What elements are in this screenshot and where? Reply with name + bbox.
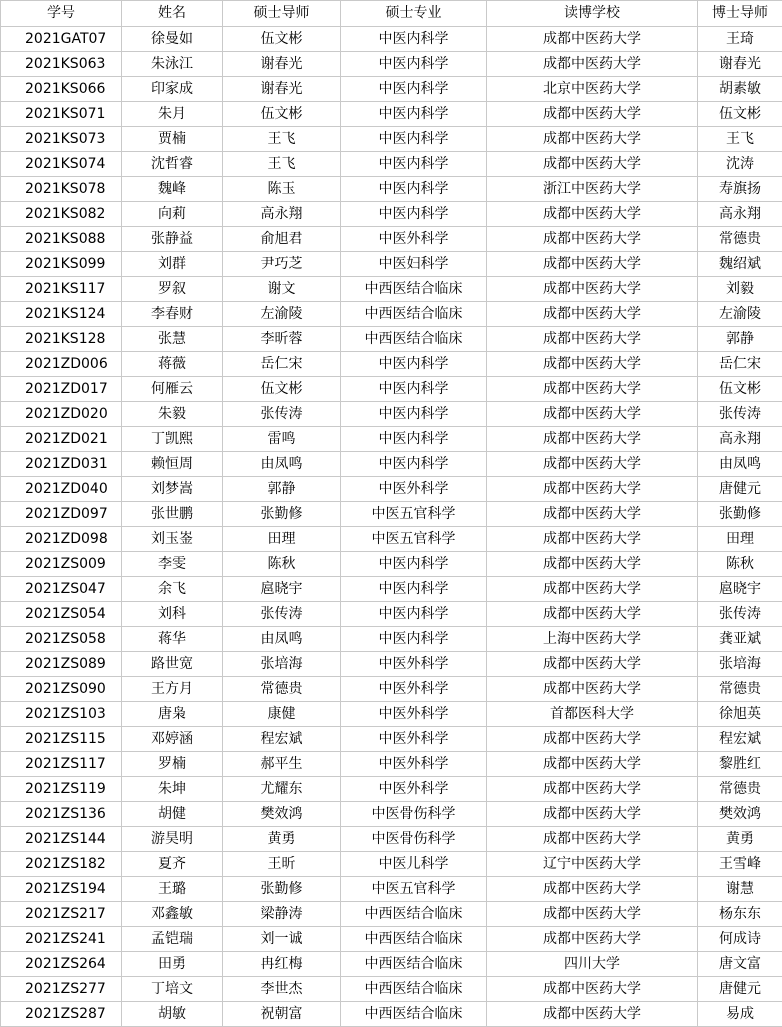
cell-master-advisor[interactable]: 郝平生 xyxy=(223,752,341,777)
cell-phd-school[interactable]: 成都中医药大学 xyxy=(487,502,698,527)
cell-master-major[interactable]: 中西医结合临床 xyxy=(341,302,487,327)
cell-phd-advisor[interactable]: 徐旭英 xyxy=(698,702,782,727)
cell-name[interactable]: 罗楠 xyxy=(122,752,223,777)
cell-phd-advisor[interactable]: 唐健元 xyxy=(698,977,782,1002)
cell-phd-school[interactable]: 成都中医药大学 xyxy=(487,127,698,152)
cell-phd-advisor[interactable]: 张传涛 xyxy=(698,602,782,627)
cell-master-major[interactable]: 中医内科学 xyxy=(341,102,487,127)
cell-master-advisor[interactable]: 张培海 xyxy=(223,652,341,677)
cell-master-major[interactable]: 中医外科学 xyxy=(341,477,487,502)
cell-phd-school[interactable]: 成都中医药大学 xyxy=(487,802,698,827)
cell-master-major[interactable]: 中医外科学 xyxy=(341,777,487,802)
cell-master-major[interactable]: 中西医结合临床 xyxy=(341,977,487,1002)
cell-student-id[interactable]: 2021ZD040 xyxy=(1,477,122,502)
cell-student-id[interactable]: 2021ZS264 xyxy=(1,952,122,977)
table-row xyxy=(1,827,782,852)
header-row xyxy=(1,1,782,27)
header-name: 姓名 xyxy=(122,1,223,27)
cell-master-major[interactable]: 中西医结合临床 xyxy=(341,927,487,952)
table-row xyxy=(1,502,782,527)
cell-master-major[interactable]: 中医内科学 xyxy=(341,602,487,627)
cell-name[interactable]: 孟铠瑞 xyxy=(122,927,223,952)
cell-master-major[interactable]: 中医内科学 xyxy=(341,627,487,652)
cell-master-major[interactable]: 中医内科学 xyxy=(341,452,487,477)
cell-master-major[interactable]: 中西医结合临床 xyxy=(341,277,487,302)
cell-master-advisor[interactable]: 伍文彬 xyxy=(223,377,341,402)
cell-master-major[interactable]: 中医内科学 xyxy=(341,552,487,577)
cell-student-id[interactable]: 2021KS117 xyxy=(1,277,122,302)
table-row xyxy=(1,727,782,752)
cell-phd-school[interactable]: 成都中医药大学 xyxy=(487,877,698,902)
cell-student-id[interactable]: 2021KS074 xyxy=(1,152,122,177)
cell-master-advisor[interactable]: 谢春光 xyxy=(223,52,341,77)
cell-student-id[interactable]: 2021GAT07 xyxy=(1,27,122,52)
cell-phd-advisor[interactable]: 唐文富 xyxy=(698,952,782,977)
table-row xyxy=(1,377,782,402)
table-row xyxy=(1,652,782,677)
cell-student-id[interactable]: 2021KS088 xyxy=(1,227,122,252)
cell-name[interactable]: 贾楠 xyxy=(122,127,223,152)
cell-phd-advisor[interactable]: 田理 xyxy=(698,527,782,552)
header-master-advisor: 硕士导师 xyxy=(223,1,341,27)
cell-name[interactable]: 邓鑫敏 xyxy=(122,902,223,927)
cell-master-major[interactable]: 中西医结合临床 xyxy=(341,952,487,977)
cell-student-id[interactable]: 2021KS078 xyxy=(1,177,122,202)
cell-phd-advisor[interactable]: 黎胜红 xyxy=(698,752,782,777)
table-row xyxy=(1,252,782,277)
table-row xyxy=(1,452,782,477)
cell-name[interactable]: 何雁云 xyxy=(122,377,223,402)
cell-phd-advisor[interactable]: 岳仁宋 xyxy=(698,352,782,377)
cell-name[interactable]: 朱月 xyxy=(122,102,223,127)
cell-master-major[interactable]: 中医内科学 xyxy=(341,377,487,402)
cell-phd-advisor[interactable]: 谢慧 xyxy=(698,877,782,902)
cell-master-major[interactable]: 中医内科学 xyxy=(341,352,487,377)
header-student-id: 学号 xyxy=(1,1,122,27)
cell-phd-school[interactable]: 成都中医药大学 xyxy=(487,577,698,602)
table-row xyxy=(1,77,782,102)
header-phd-advisor: 博士导师 xyxy=(698,1,782,27)
cell-master-major[interactable]: 中医外科学 xyxy=(341,702,487,727)
cell-master-advisor[interactable]: 谢文 xyxy=(223,277,341,302)
table-row xyxy=(1,752,782,777)
cell-name[interactable]: 朱坤 xyxy=(122,777,223,802)
cell-student-id[interactable]: 2021ZS287 xyxy=(1,1002,122,1027)
cell-phd-advisor[interactable]: 刘毅 xyxy=(698,277,782,302)
cell-master-advisor[interactable]: 谢春光 xyxy=(223,77,341,102)
cell-phd-school[interactable]: 成都中医药大学 xyxy=(487,527,698,552)
cell-student-id[interactable]: 2021ZS089 xyxy=(1,652,122,677)
cell-master-major[interactable]: 中医内科学 xyxy=(341,427,487,452)
cell-student-id[interactable]: 2021KS066 xyxy=(1,77,122,102)
cell-phd-school[interactable]: 成都中医药大学 xyxy=(487,727,698,752)
cell-student-id[interactable]: 2021ZS103 xyxy=(1,702,122,727)
cell-master-major[interactable]: 中医内科学 xyxy=(341,127,487,152)
cell-phd-advisor[interactable]: 王雪峰 xyxy=(698,852,782,877)
cell-phd-advisor[interactable]: 张传涛 xyxy=(698,402,782,427)
header-phd-school: 读博学校 xyxy=(487,1,698,27)
table-row xyxy=(1,902,782,927)
cell-phd-advisor[interactable]: 樊效鸿 xyxy=(698,802,782,827)
cell-phd-advisor[interactable]: 唐健元 xyxy=(698,477,782,502)
cell-student-id[interactable]: 2021ZS277 xyxy=(1,977,122,1002)
cell-phd-advisor[interactable]: 张勤修 xyxy=(698,502,782,527)
cell-phd-school[interactable]: 成都中医药大学 xyxy=(487,902,698,927)
cell-phd-advisor[interactable]: 伍文彬 xyxy=(698,377,782,402)
cell-student-id[interactable]: 2021KS073 xyxy=(1,127,122,152)
cell-student-id[interactable]: 2021ZS144 xyxy=(1,827,122,852)
cell-name[interactable]: 丁培文 xyxy=(122,977,223,1002)
cell-master-major[interactable]: 中医五官科学 xyxy=(341,877,487,902)
cell-phd-school[interactable]: 成都中医药大学 xyxy=(487,602,698,627)
cell-name[interactable]: 赖恒周 xyxy=(122,452,223,477)
cell-phd-school[interactable]: 成都中医药大学 xyxy=(487,27,698,52)
cell-master-advisor[interactable]: 陈玉 xyxy=(223,177,341,202)
cell-master-advisor[interactable]: 张传涛 xyxy=(223,402,341,427)
table-row xyxy=(1,852,782,877)
table-row xyxy=(1,102,782,127)
cell-master-major[interactable]: 中医骨伤科学 xyxy=(341,827,487,852)
cell-student-id[interactable]: 2021ZS182 xyxy=(1,852,122,877)
cell-name[interactable]: 沈哲睿 xyxy=(122,152,223,177)
header-master-major: 硕士专业 xyxy=(341,1,487,27)
cell-student-id[interactable]: 2021ZS217 xyxy=(1,902,122,927)
cell-master-advisor[interactable]: 岳仁宋 xyxy=(223,352,341,377)
cell-student-id[interactable]: 2021ZD021 xyxy=(1,427,122,452)
cell-master-advisor[interactable]: 梁静涛 xyxy=(223,902,341,927)
cell-master-advisor[interactable]: 李世杰 xyxy=(223,977,341,1002)
cell-phd-advisor[interactable]: 王飞 xyxy=(698,127,782,152)
cell-master-major[interactable]: 中医儿科学 xyxy=(341,852,487,877)
cell-phd-school[interactable]: 成都中医药大学 xyxy=(487,477,698,502)
cell-name[interactable]: 张世鹏 xyxy=(122,502,223,527)
cell-name[interactable]: 游昊明 xyxy=(122,827,223,852)
table-row xyxy=(1,52,782,77)
cell-phd-advisor[interactable]: 何成诗 xyxy=(698,927,782,952)
cell-master-major[interactable]: 中医妇科学 xyxy=(341,252,487,277)
cell-master-advisor[interactable]: 李昕蓉 xyxy=(223,327,341,352)
cell-master-advisor[interactable]: 伍文彬 xyxy=(223,102,341,127)
cell-master-major[interactable]: 中医五官科学 xyxy=(341,502,487,527)
cell-name[interactable]: 路世宽 xyxy=(122,652,223,677)
cell-master-advisor[interactable]: 伍文彬 xyxy=(223,27,341,52)
table-row xyxy=(1,627,782,652)
table-row xyxy=(1,202,782,227)
table-row xyxy=(1,227,782,252)
cell-phd-advisor[interactable]: 高永翔 xyxy=(698,202,782,227)
cell-student-id[interactable]: 2021KS128 xyxy=(1,327,122,352)
cell-name[interactable]: 蒋华 xyxy=(122,627,223,652)
cell-master-advisor[interactable]: 郭静 xyxy=(223,477,341,502)
cell-phd-school[interactable]: 成都中医药大学 xyxy=(487,202,698,227)
cell-master-advisor[interactable]: 常德贵 xyxy=(223,677,341,702)
cell-master-advisor[interactable]: 尤耀东 xyxy=(223,777,341,802)
cell-phd-school[interactable]: 成都中医药大学 xyxy=(487,402,698,427)
table-row xyxy=(1,427,782,452)
cell-name[interactable]: 王方月 xyxy=(122,677,223,702)
cell-phd-school[interactable]: 成都中医药大学 xyxy=(487,1002,698,1027)
cell-phd-school[interactable]: 成都中医药大学 xyxy=(487,652,698,677)
cell-name[interactable]: 田勇 xyxy=(122,952,223,977)
cell-phd-advisor[interactable]: 寿旗扬 xyxy=(698,177,782,202)
cell-student-id[interactable]: 2021ZD098 xyxy=(1,527,122,552)
table-body xyxy=(1,27,782,1027)
cell-master-major[interactable]: 中医内科学 xyxy=(341,577,487,602)
table-row xyxy=(1,677,782,702)
cell-master-major[interactable]: 中医外科学 xyxy=(341,652,487,677)
cell-master-advisor[interactable]: 田理 xyxy=(223,527,341,552)
cell-phd-advisor[interactable]: 程宏斌 xyxy=(698,727,782,752)
table-row xyxy=(1,552,782,577)
cell-phd-advisor[interactable]: 郭静 xyxy=(698,327,782,352)
cell-student-id[interactable]: 2021KS063 xyxy=(1,52,122,77)
cell-master-advisor[interactable]: 张勤修 xyxy=(223,502,341,527)
cell-name[interactable]: 印家成 xyxy=(122,77,223,102)
table-row xyxy=(1,327,782,352)
cell-name[interactable]: 刘群 xyxy=(122,252,223,277)
cell-phd-school[interactable]: 辽宁中医药大学 xyxy=(487,852,698,877)
cell-phd-advisor[interactable]: 王琦 xyxy=(698,27,782,52)
table-row xyxy=(1,1002,782,1027)
cell-phd-school[interactable]: 首都医科大学 xyxy=(487,702,698,727)
cell-phd-advisor[interactable]: 沈涛 xyxy=(698,152,782,177)
cell-phd-school[interactable]: 成都中医药大学 xyxy=(487,677,698,702)
cell-master-advisor[interactable]: 张勤修 xyxy=(223,877,341,902)
cell-phd-advisor[interactable]: 由凤鸣 xyxy=(698,452,782,477)
table-row xyxy=(1,302,782,327)
cell-phd-advisor[interactable]: 魏绍斌 xyxy=(698,252,782,277)
cell-student-id[interactable]: 2021ZD006 xyxy=(1,352,122,377)
cell-phd-school[interactable]: 成都中医药大学 xyxy=(487,152,698,177)
cell-name[interactable]: 张静益 xyxy=(122,227,223,252)
cell-phd-school[interactable]: 四川大学 xyxy=(487,952,698,977)
cell-phd-advisor[interactable]: 胡素敏 xyxy=(698,77,782,102)
cell-master-major[interactable]: 中医内科学 xyxy=(341,77,487,102)
cell-master-major[interactable]: 中西医结合临床 xyxy=(341,327,487,352)
table-row xyxy=(1,177,782,202)
cell-phd-school[interactable]: 成都中医药大学 xyxy=(487,377,698,402)
cell-phd-school[interactable]: 成都中医药大学 xyxy=(487,777,698,802)
table-row xyxy=(1,27,782,52)
cell-student-id[interactable]: 2021KS124 xyxy=(1,302,122,327)
cell-phd-advisor[interactable]: 左渝陵 xyxy=(698,302,782,327)
cell-phd-school[interactable]: 成都中医药大学 xyxy=(487,277,698,302)
cell-phd-advisor[interactable]: 常德贵 xyxy=(698,677,782,702)
table-row xyxy=(1,702,782,727)
cell-master-advisor[interactable]: 由凤鸣 xyxy=(223,452,341,477)
cell-name[interactable]: 朱毅 xyxy=(122,402,223,427)
cell-phd-school[interactable]: 成都中医药大学 xyxy=(487,252,698,277)
cell-master-advisor[interactable]: 俞旭君 xyxy=(223,227,341,252)
cell-phd-advisor[interactable]: 谢春光 xyxy=(698,52,782,77)
cell-student-id[interactable]: 2021ZS054 xyxy=(1,602,122,627)
table-row xyxy=(1,352,782,377)
cell-name[interactable]: 李春财 xyxy=(122,302,223,327)
cell-phd-school[interactable]: 成都中医药大学 xyxy=(487,752,698,777)
cell-student-id[interactable]: 2021KS082 xyxy=(1,202,122,227)
cell-phd-school[interactable]: 浙江中医药大学 xyxy=(487,177,698,202)
table-row xyxy=(1,402,782,427)
cell-phd-advisor[interactable]: 陈秋 xyxy=(698,552,782,577)
cell-name[interactable]: 邓婷涵 xyxy=(122,727,223,752)
cell-phd-school[interactable]: 成都中医药大学 xyxy=(487,302,698,327)
table-row xyxy=(1,777,782,802)
cell-student-id[interactable]: 2021ZS119 xyxy=(1,777,122,802)
cell-phd-advisor[interactable]: 杨东东 xyxy=(698,902,782,927)
cell-student-id[interactable]: 2021ZD020 xyxy=(1,402,122,427)
cell-phd-school[interactable]: 成都中医药大学 xyxy=(487,452,698,477)
table-row xyxy=(1,977,782,1002)
cell-master-advisor[interactable]: 由凤鸣 xyxy=(223,627,341,652)
cell-master-major[interactable]: 中医内科学 xyxy=(341,27,487,52)
cell-phd-school[interactable]: 上海中医药大学 xyxy=(487,627,698,652)
cell-name[interactable]: 魏峰 xyxy=(122,177,223,202)
cell-master-advisor[interactable]: 樊效鸿 xyxy=(223,802,341,827)
cell-master-advisor[interactable]: 王飞 xyxy=(223,152,341,177)
cell-master-advisor[interactable]: 祝朝富 xyxy=(223,1002,341,1027)
cell-student-id[interactable]: 2021ZS136 xyxy=(1,802,122,827)
cell-student-id[interactable]: 2021ZS117 xyxy=(1,752,122,777)
cell-student-id[interactable]: 2021ZD017 xyxy=(1,377,122,402)
table-row xyxy=(1,277,782,302)
cell-phd-school[interactable]: 成都中医药大学 xyxy=(487,827,698,852)
cell-master-advisor[interactable]: 尹巧芝 xyxy=(223,252,341,277)
table-row xyxy=(1,577,782,602)
cell-student-id[interactable]: 2021ZS009 xyxy=(1,552,122,577)
cell-phd-school[interactable]: 成都中医药大学 xyxy=(487,52,698,77)
cell-master-major[interactable]: 中医外科学 xyxy=(341,727,487,752)
cell-master-major[interactable]: 中西医结合临床 xyxy=(341,902,487,927)
cell-name[interactable]: 丁凯熙 xyxy=(122,427,223,452)
table-row xyxy=(1,127,782,152)
table-row xyxy=(1,927,782,952)
table-row xyxy=(1,952,782,977)
table-row xyxy=(1,802,782,827)
cell-name[interactable]: 徐曼如 xyxy=(122,27,223,52)
cell-name[interactable]: 向莉 xyxy=(122,202,223,227)
cell-phd-advisor[interactable]: 高永翔 xyxy=(698,427,782,452)
cell-name[interactable]: 刘玉崟 xyxy=(122,527,223,552)
cell-master-major[interactable]: 中医外科学 xyxy=(341,227,487,252)
cell-phd-school[interactable]: 成都中医药大学 xyxy=(487,427,698,452)
table-row xyxy=(1,152,782,177)
cell-name[interactable]: 胡健 xyxy=(122,802,223,827)
cell-student-id[interactable]: 2021ZD097 xyxy=(1,502,122,527)
cell-master-advisor[interactable]: 刘一诚 xyxy=(223,927,341,952)
cell-student-id[interactable]: 2021ZS115 xyxy=(1,727,122,752)
cell-master-advisor[interactable]: 高永翔 xyxy=(223,202,341,227)
cell-student-id[interactable]: 2021KS099 xyxy=(1,252,122,277)
cell-name[interactable]: 余飞 xyxy=(122,577,223,602)
cell-name[interactable]: 刘梦嵩 xyxy=(122,477,223,502)
cell-master-advisor[interactable]: 程宏斌 xyxy=(223,727,341,752)
cell-master-advisor[interactable]: 黄勇 xyxy=(223,827,341,852)
cell-name[interactable]: 夏齐 xyxy=(122,852,223,877)
cell-student-id[interactable]: 2021KS071 xyxy=(1,102,122,127)
cell-name[interactable]: 刘科 xyxy=(122,602,223,627)
cell-master-major[interactable]: 中医内科学 xyxy=(341,202,487,227)
cell-phd-school[interactable]: 成都中医药大学 xyxy=(487,927,698,952)
cell-master-advisor[interactable]: 王飞 xyxy=(223,127,341,152)
cell-master-advisor[interactable]: 雷鸣 xyxy=(223,427,341,452)
cell-student-id[interactable]: 2021ZS090 xyxy=(1,677,122,702)
cell-master-major[interactable]: 中医内科学 xyxy=(341,402,487,427)
cell-student-id[interactable]: 2021ZS047 xyxy=(1,577,122,602)
cell-phd-advisor[interactable]: 易成 xyxy=(698,1002,782,1027)
cell-student-id[interactable]: 2021ZD031 xyxy=(1,452,122,477)
table-row xyxy=(1,527,782,552)
cell-master-advisor[interactable]: 王昕 xyxy=(223,852,341,877)
cell-name[interactable]: 唐枭 xyxy=(122,702,223,727)
cell-master-advisor[interactable]: 左渝陵 xyxy=(223,302,341,327)
cell-name[interactable]: 王璐 xyxy=(122,877,223,902)
cell-master-major[interactable]: 中医外科学 xyxy=(341,677,487,702)
cell-name[interactable]: 张慧 xyxy=(122,327,223,352)
cell-phd-advisor[interactable]: 扈晓宇 xyxy=(698,577,782,602)
table-row xyxy=(1,477,782,502)
cell-name[interactable]: 罗叙 xyxy=(122,277,223,302)
cell-master-major[interactable]: 中医五官科学 xyxy=(341,527,487,552)
cell-master-major[interactable]: 中医内科学 xyxy=(341,152,487,177)
cell-master-advisor[interactable]: 冉红梅 xyxy=(223,952,341,977)
cell-phd-advisor[interactable]: 常德贵 xyxy=(698,227,782,252)
table-row xyxy=(1,602,782,627)
cell-master-advisor[interactable]: 陈秋 xyxy=(223,552,341,577)
cell-phd-school[interactable]: 成都中医药大学 xyxy=(487,327,698,352)
cell-master-major[interactable]: 中医骨伤科学 xyxy=(341,802,487,827)
cell-phd-school[interactable]: 成都中医药大学 xyxy=(487,977,698,1002)
cell-phd-school[interactable]: 北京中医药大学 xyxy=(487,77,698,102)
cell-phd-school[interactable]: 成都中医药大学 xyxy=(487,552,698,577)
cell-phd-advisor[interactable]: 张培海 xyxy=(698,652,782,677)
cell-student-id[interactable]: 2021ZS194 xyxy=(1,877,122,902)
cell-master-advisor[interactable]: 张传涛 xyxy=(223,602,341,627)
cell-phd-advisor[interactable]: 常德贵 xyxy=(698,777,782,802)
cell-master-major[interactable]: 中医外科学 xyxy=(341,752,487,777)
cell-phd-school[interactable]: 成都中医药大学 xyxy=(487,102,698,127)
cell-name[interactable]: 蒋薇 xyxy=(122,352,223,377)
cell-master-major[interactable]: 中西医结合临床 xyxy=(341,1002,487,1027)
cell-phd-school[interactable]: 成都中医药大学 xyxy=(487,352,698,377)
cell-name[interactable]: 李雯 xyxy=(122,552,223,577)
cell-master-advisor[interactable]: 康健 xyxy=(223,702,341,727)
cell-name[interactable]: 胡敏 xyxy=(122,1002,223,1027)
cell-master-major[interactable]: 中医内科学 xyxy=(341,52,487,77)
cell-phd-advisor[interactable]: 黄勇 xyxy=(698,827,782,852)
table-row xyxy=(1,877,782,902)
cell-master-advisor[interactable]: 扈晓宇 xyxy=(223,577,341,602)
cell-student-id[interactable]: 2021ZS241 xyxy=(1,927,122,952)
cell-master-major[interactable]: 中医内科学 xyxy=(341,177,487,202)
cell-student-id[interactable]: 2021ZS058 xyxy=(1,627,122,652)
cell-phd-school[interactable]: 成都中医药大学 xyxy=(487,227,698,252)
cell-phd-advisor[interactable]: 伍文彬 xyxy=(698,102,782,127)
cell-phd-advisor[interactable]: 龚亚斌 xyxy=(698,627,782,652)
cell-name[interactable]: 朱泳江 xyxy=(122,52,223,77)
